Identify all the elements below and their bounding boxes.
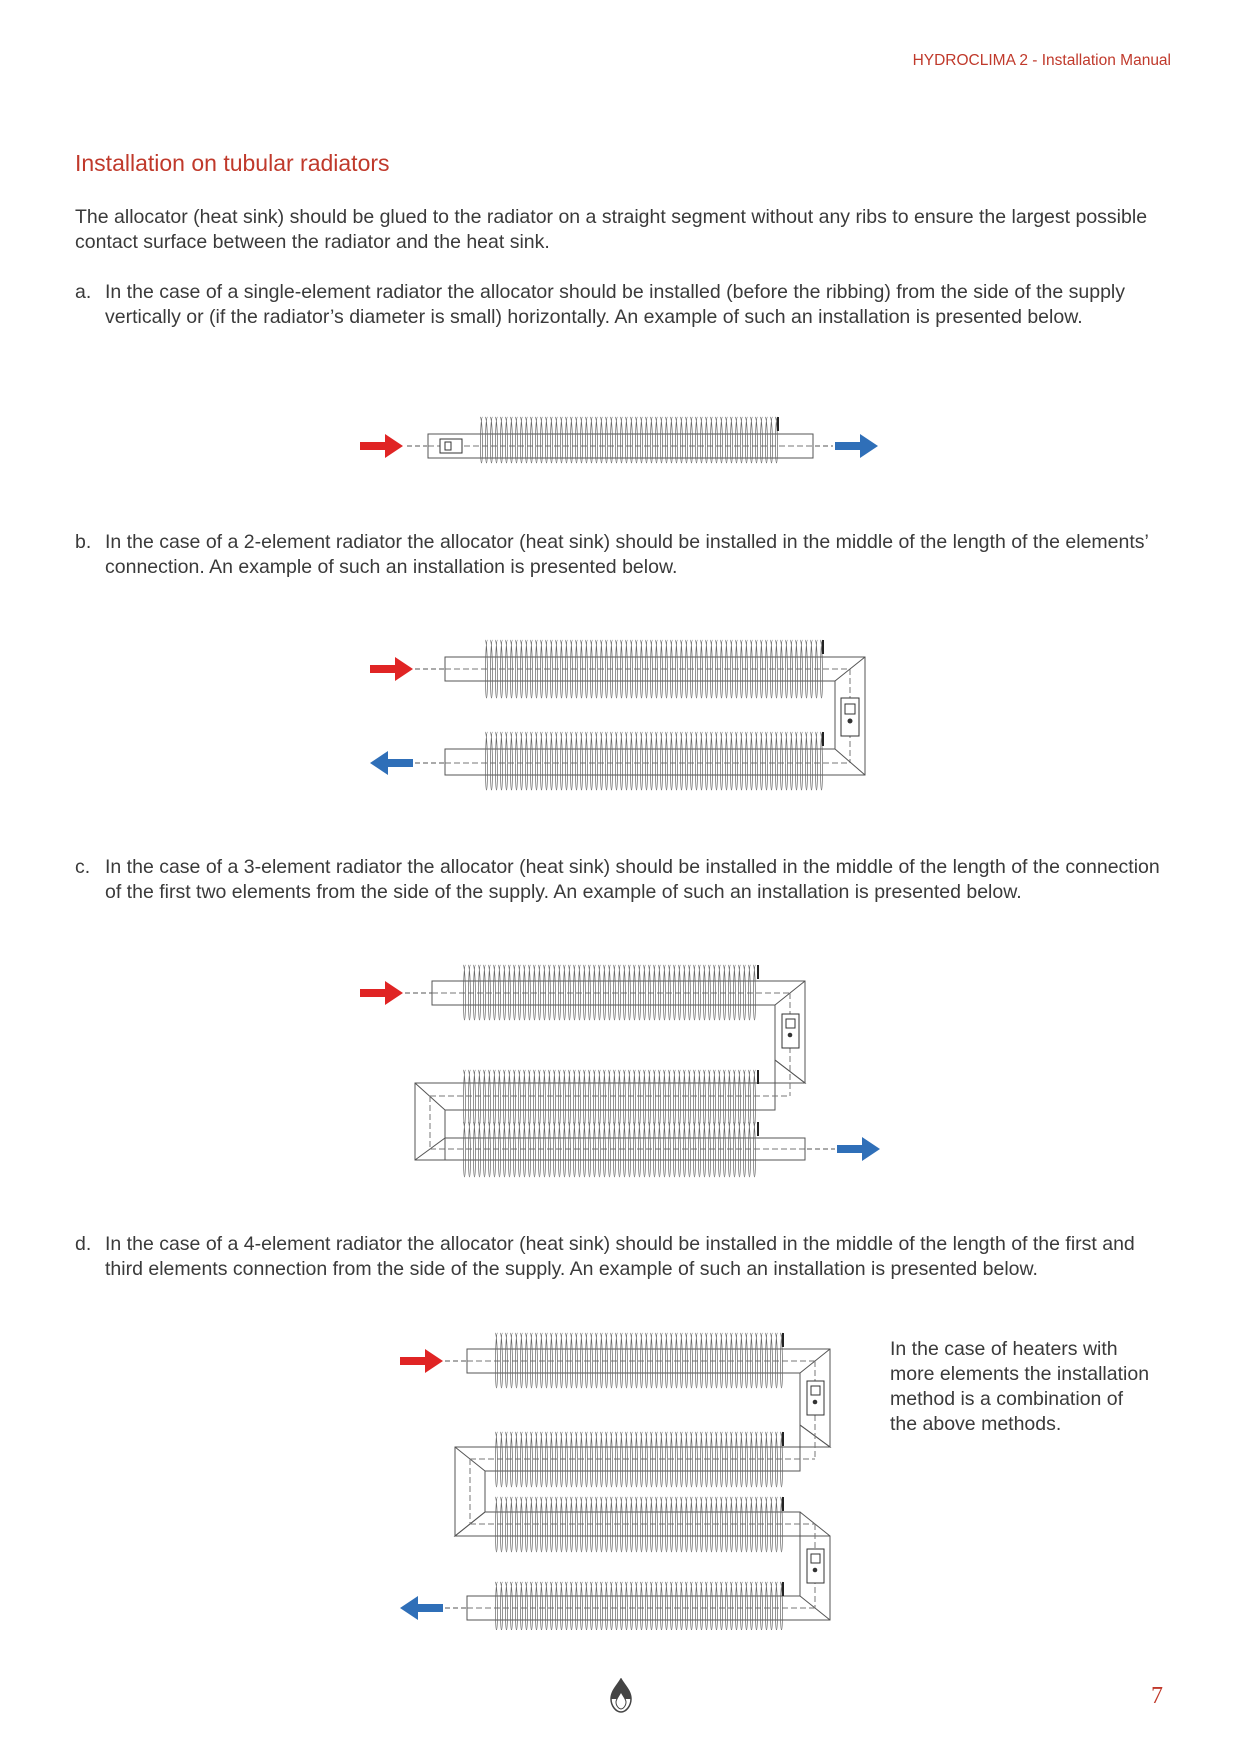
item-c: [75, 855, 1165, 905]
item-text: In the case of a single-element radiator the allocator should be installed (before the ribbing) from the side of the supply vertically or (if the radiator’s diameter is small) horizontally. An example of such an installation is presented below.: [105, 281, 1126, 328]
radiator-fins: [495, 1582, 783, 1630]
running-header: HYDROCLIMA 2 - Installation Manual: [912, 52, 1171, 69]
allocator-device: [841, 698, 859, 736]
item-text: In the case of a 3-element radiator the allocator (heat sink) should be installed in the middle of the length of the connection of the first two elements from the side of the supply. An example of such an installation is presented below.: [105, 856, 1160, 903]
item-marker: c.: [75, 856, 91, 878]
return-arrow: [835, 434, 878, 458]
allocator-device: [807, 1381, 824, 1415]
item-text: In the case of a 2-element radiator the allocator (heat sink) should be installed in the middle of the length of the elements’ connection. An example of such an installation is presented below.: [105, 531, 1149, 578]
item-marker: b.: [75, 531, 92, 553]
item-marker: a.: [75, 281, 92, 303]
side-note: In the case of heaters with more elements the installation method is a combination of the above methods.: [890, 1338, 1150, 1435]
section-title: Installation on tubular radiators: [75, 150, 390, 176]
item-d: [75, 1232, 1165, 1282]
page-number: 7: [1151, 1683, 1163, 1709]
return-arrow: [400, 1596, 443, 1620]
diagram-three-elements: [355, 960, 895, 1180]
item-marker: d.: [75, 1233, 92, 1255]
supply-arrow: [370, 657, 413, 681]
supply-arrow: [400, 1349, 443, 1373]
supply-arrow: [360, 434, 403, 458]
item-a: [75, 280, 1165, 330]
diagram-four-elements: [395, 1330, 845, 1630]
diagram-two-elements: [365, 635, 875, 795]
fin-coil: [495, 1582, 783, 1630]
radiator-fins: [463, 1070, 758, 1125]
allocator-device: [782, 1014, 799, 1048]
intro-paragraph: The allocator (heat sink) should be glued to the radiator on a straight segment without any ribs to ensure the largest possible contact surface between the radiator and the heat sink.: [75, 206, 1148, 253]
supply-arrow: [360, 981, 403, 1005]
item-text: In the case of a 4-element radiator the allocator (heat sink) should be installed in the middle of the length of the first and third elements connection from the side of the supply. An example of such an installation is presented below.: [105, 1233, 1135, 1280]
item-b: [75, 530, 1165, 580]
fin-coil: [463, 1070, 756, 1125]
allocator-device: [440, 439, 462, 453]
allocator-device: [807, 1549, 824, 1583]
return-arrow: [837, 1137, 880, 1161]
return-arrow: [370, 751, 413, 775]
flame-drop-logo-icon: [610, 1678, 632, 1714]
diagram-single-element: [355, 405, 895, 475]
